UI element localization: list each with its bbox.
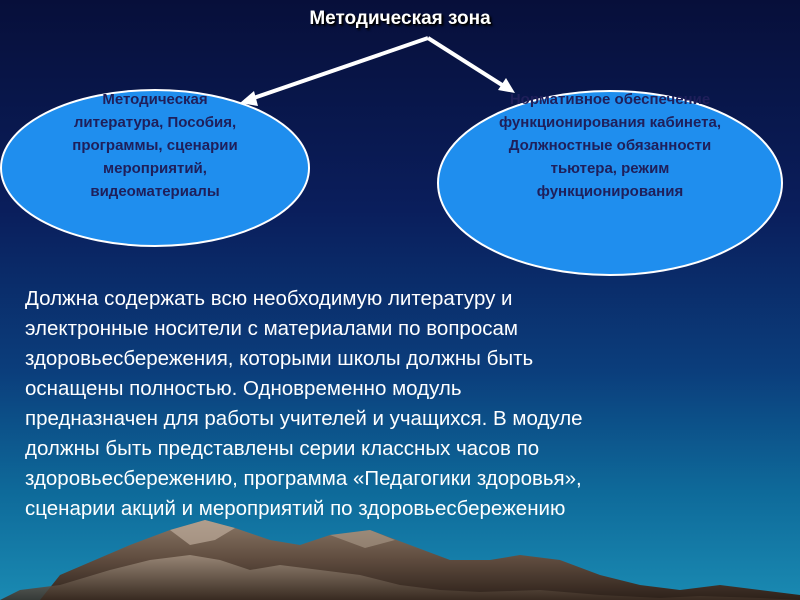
arrow-to-left-node — [245, 38, 428, 101]
right-node-text: Нормативное обеспечение функционирования кабинета, Должностные обязанности тьютера, режим функционирования — [498, 91, 721, 200]
arrow-to-right-node — [428, 38, 510, 90]
slide-title: Методическая зона — [309, 8, 491, 29]
left-node-text: Методическая литература, Пособия, программы, сценарии мероприятий, видеоматериалы — [72, 91, 238, 200]
body-paragraph: Должна содержать всю необходимую литературу и электронные носители с материалами по вопросам здоровьесбережения, которыми школы должны быть оснащены полностью. Одновременно модуль предназначен для работы учителей и учащихся. В модуле должны быть представлены серии классных часов по здоровьесбережению, программа «Педагогики здоровья», сценарии акций и мероприятий по здоровьесбережению — [25, 287, 583, 520]
